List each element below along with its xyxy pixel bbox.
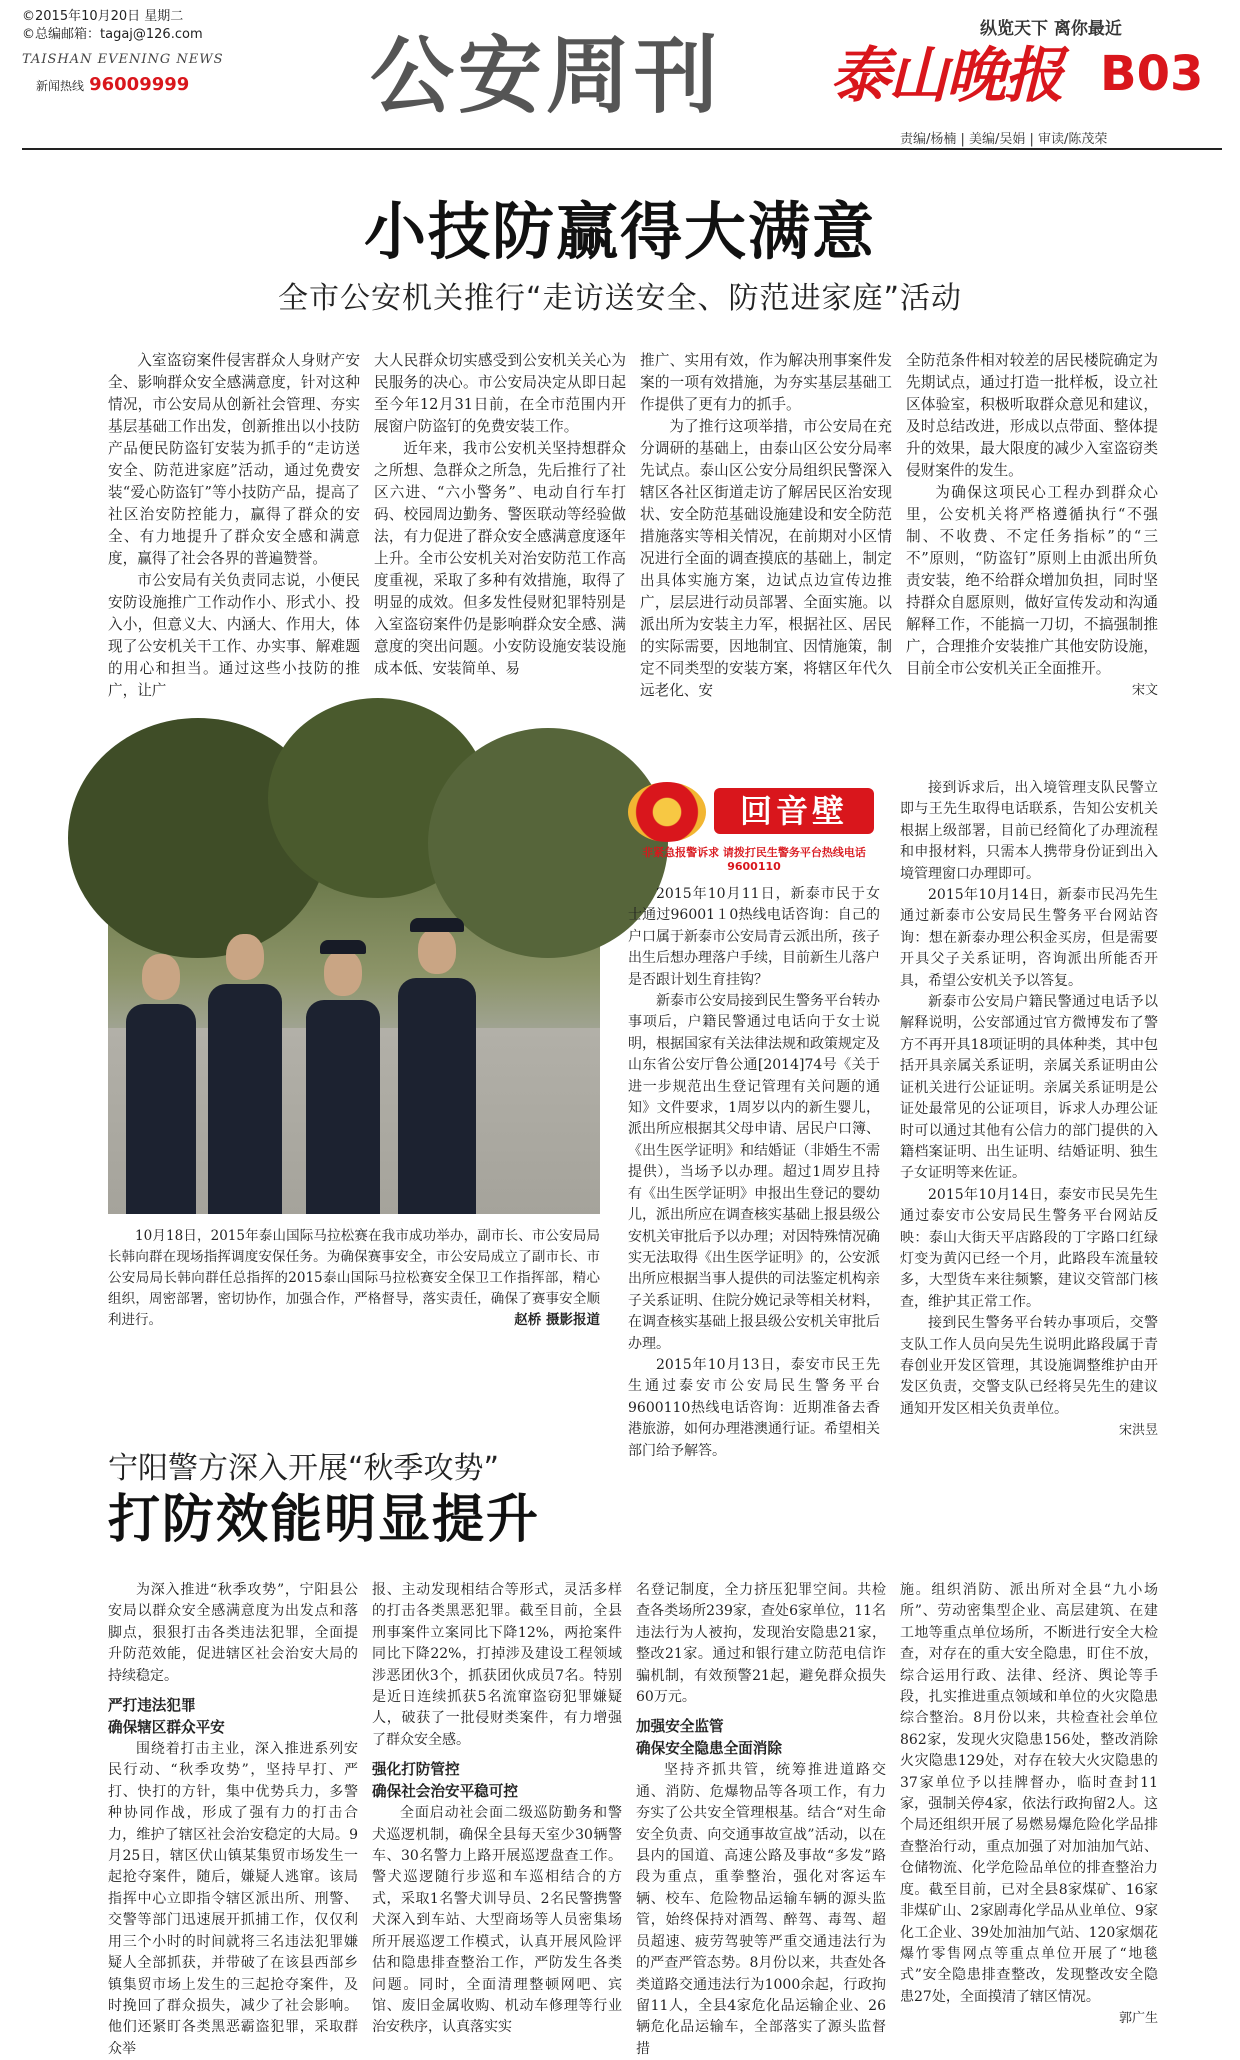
paragraph: 全面启动社会面二级巡防勤务和警犬巡逻机制，确保全县每天室少30辆警车、30名警力上路开展巡逻盘查工作。警犬巡逻随行步巡和车巡相结合的方式，采取1名警犬训导员、2名民警携警犬深入到车站、大型商场等人员密集场所开展巡逻工作模式，认真开展风险评估和隐患排查整治工作，严防发生各类问题。同时，全面清理整顿网吧、宾馆、废旧金属收购、机动车修理等行业治安秩序，认真落实实 (372, 1805, 622, 2036)
paragraph: 名登记制度，全力挤压犯罪空间。共检查各类场所239家，查处6家单位，11名违法行为人被拘，发现治安隐患21家，整改21家。通过和银行建立防范电信诈骗机制，有效预警21起，避免群众损失60万元。 (636, 1582, 886, 1706)
paragraph: 新泰市公安局户籍民警通过电话予以解释说明，公安部通过官方微博发布了警方不再开具18项证明的具体种类，其中包括开具亲属关系证明，亲属关系证明由公证机关进行公证证明。亲属关系证明是公证处最常见的公证项目，诉求人办理公证时可以通过其他有公信力的部门提供的入籍档案证明、出生证明、结婚证明、独生子女证明等来佐证。 (900, 994, 1158, 1182)
header-rule (22, 148, 1222, 150)
section-heading: 强化打防管控 (372, 1761, 460, 1779)
paragraph: 近年来，我市公安机关坚持想群众之所想、急群众之所急，先后推行了社区六进、“六小警务”、电动自行车打码、校园周边勤务、警医联动等经验做法，有力促进了群众安全感满意度逐年上升。全市公安机关对治安防范工作高度重视，采取了多种有效措施，取得了明显的成效。但多发性侵财犯罪特别是入室盗窃案件仍是影响群众安全感、满意度的突出问题。小安防设施安装设施成本低、安装简单、易 (374, 440, 626, 677)
editor-email: ©总编邮箱：tagaj@126.com (22, 27, 203, 42)
paragraph: 接到诉求后，出入境管理支队民警立即与王先生取得电话联系，告知公安机关根据上级部署，目前已经简化了办理流程和申报材料，只需本人携带身份证到出入境管理窗口办理即可。 (900, 780, 1158, 882)
paragraph: 为确保这项民心工程办到群众心里，公安机关将严格遵循执行“不强制、不收费、不定任务指标”的“三不”原则，“防盗钉”原则上由派出所负责安装，绝不给群众增加负担，同时坚持群众自愿原则，做好宣传发动和沟通解释工作，不能搞一刀切，不搞强制推广，合理推介安装推广其他安防设施，目前全市公安机关正全面推开。 (906, 484, 1158, 677)
paragraph: 2015年10月13日，泰安市民王先生通过泰安市公安局民生警务平台9600110热线电话咨询：近期准备去香港旅游，如何办理港澳通行证。希望相关部门给予解答。 (628, 1356, 880, 1459)
column-logo (628, 782, 880, 873)
person-1 (126, 954, 196, 1214)
brand-english: TAISHAN EVENING NEWS (22, 52, 224, 67)
photo-caption (108, 1226, 600, 1331)
paragraph: 施。组织消防、派出所对全县“九小场所”、劳动密集型企业、高层建筑、在建工地等重点单位场所，不断进行安全大检查，对存在的重大安全隐患，盯住不放，综合运用行政、法律、经济、舆论等手段，扎实推进重点领域和单位的火灾隐患综合整治。8月份以来，共检查社会单位862家，发现火灾隐患156处，整改消除火灾隐患129处，对存在较大火灾隐患的37家单位予以挂牌督办，临时查封11家，强制关停4家，依法行政拘留2人。这个局还组织开展了易燃易爆危险化学品排查整治行动，重点加强了对加油加气站、仓储物流、化学危险品单位的排查整治力度。截至目前，已对全县8家煤矿、16家非煤矿山、2家剧毒化学品从业单位、9家化工企业、39处加油加气站、120家烟花爆竹零售网点等重点单位开展了“地毯式”安全隐患排查整改，发现整改安全隐患27处，全面摸清了辖区情况。 (900, 1582, 1158, 2005)
marathon-photo (108, 778, 600, 1214)
article1-column-2 (374, 350, 626, 680)
article2-column-3 (636, 1580, 886, 2060)
hotline-label: 新闻热线 (36, 79, 85, 93)
column-tagline: 非紧急报警诉求 请拨打民生警务平台热线电话 9600110 (642, 846, 866, 873)
paragraph: 推广、实用有效，作为解决刑事案件发案的一项有效措施，为夯实基层基础工作提供了更有力的抓手。 (640, 352, 892, 413)
article1-subtitle: 全市公安机关推行“走访送安全、防范进家庭”活动 (277, 281, 963, 316)
column-text-right (900, 778, 1158, 1442)
paragraph: 市公安局有关负责同志说，小便民安防设施推广工作动作小、形式小、投入小，但意义大、内涵大、作用大，体现了公安机关干工作、办实事、解难题的用心和担当。通过这些小技防的推广，让广 (108, 572, 360, 699)
article1-column-4 (906, 350, 1158, 702)
police-emblem-icon (628, 782, 706, 842)
photo-credit: 赵桥 摄影报道 (514, 1312, 600, 1328)
article2-byline: 郭广生 (1118, 2011, 1158, 2027)
section-title: 公安周刊 (370, 27, 723, 125)
paragraph: 2015年10月14日，新泰市民冯先生通过新泰市公安局民生警务平台网站咨询：想在新泰办理公积金买房，但是需要开具父子关系证明，咨询派出所能否开具，希望公安机关予以答复。 (900, 887, 1158, 989)
section-heading: 确保辖区群众平安 (108, 1719, 225, 1737)
paragraph: 大人民群众切实感受到公安机关关心为民服务的决心。市公安局决定从即日起至今年12月31日前，在全市范围内开展窗户防盗钉的免费安装工作。 (374, 352, 626, 435)
paragraph: 接到民生警务平台转办事项后，交警支队工作人员向吴先生说明此路段属于青春创业开发区管理，其设施调整维护由开发区负责，交警支队已经将吴先生的建议通知开发区相关负责单位。 (900, 1315, 1158, 1417)
paragraph: 为了推行这项举措，市公安局在充分调研的基础上，由泰山区公安分局率先试点。泰山区公安分局组织民警深入辖区各社区街道走访了解居民区治安现状、安全防范基础设施建设和安全防范措施落实等相关情况，在前期对小区情况进行全面的调查摸底的基础上，制定出具体实施方案，边试点边宣传边推广，层层进行动员部署、全面实施。以派出所为安装主力军，根据社区、居民的实际需要，因地制宜、因情施策，制定不同类型的安装方案，将辖区年代久远老化、安 (640, 418, 892, 699)
section-heading: 确保社会治安平稳可控 (372, 1783, 518, 1801)
article2-column-4 (900, 1580, 1158, 2030)
editors-credit: 责编/杨楠 | 美编/吴娟 | 审读/陈茂荣 (900, 132, 1108, 147)
paragraph: 2015年10月11日，新泰市民于女士通过96001１0热线电话咨询：自己的户口属于新泰市公安局青云派出所，孩子出生后想办理落户手续，目前新生儿落户是否跟计划生育挂钩？ (628, 886, 880, 988)
paragraph: 入室盗窃案件侵害群众人身财产安全、影响群众安全感满意度，针对这种情况，市公安局从创新社会管理、夯实基层基础工作出发，创新推出以小技防产品便民防盗钉安装为抓手的“走访送安全、防范进家庭”活动，通过免费安装“爱心防盗钉”等小技防产品，提高了社区治安防控能力，赢得了群众的安全、有力地提升了群众安全感和满意度，赢得了社会各界的普遍赞誉。 (108, 352, 360, 567)
article2-title: 打防效能明显提升 (108, 1490, 541, 1550)
column-text-left (628, 884, 880, 1462)
article1-byline: 宋文 (1131, 683, 1158, 698)
article2-column-1 (108, 1580, 358, 2060)
article2-kicker: 宁阳警方深入开展“秋季攻势” (108, 1451, 500, 1486)
person-2 (208, 934, 282, 1214)
article1-title: 小技防赢得大满意 (363, 195, 876, 268)
person-4 (398, 920, 476, 1214)
article1-column-3 (640, 350, 892, 702)
article1-column-1 (108, 350, 360, 702)
column-name: 回音壁 (714, 788, 874, 834)
page-number: B03 (1100, 46, 1204, 102)
paper-name-logo: 泰山晚报 (830, 41, 1062, 111)
issue-date: ©2015年10月20日 星期二 (22, 9, 184, 24)
section-heading: 加强安全监管 (636, 1718, 724, 1736)
paragraph: 2015年10月14日，泰安市民吴先生通过泰安市公安局民生警务平台网站反映：泰山大街天平店路段的丁字路口红绿灯变为黄闪已经一个月，此路段车流量较多，大型货车来往频繁，建议交管部门核查，维护其正常工作。 (900, 1186, 1158, 1310)
paragraph: 坚持齐抓共管，统筹推进道路交通、消防、危爆物品等各项工作，有力夯实了公共安全管理根基。结合“对生命安全负责、向交通事故宣战”活动，以在县内的国道、高速公路及事故“多发”路段为重点，重拳整治，强化对客运车辆、校车、危险物品运输车辆的源头监管，始终保持对酒驾、醉驾、毒驾、超员超速、疲劳驾驶等严重交通违法行为的严查严管态势。8月份以来，共查处各类道路交通违法行为1000余起，行政拘留11人，全县4家危化品运输企业、26辆危化品运输车，全部落实了源头监督措 (636, 1762, 886, 2057)
person-3 (306, 942, 380, 1214)
paragraph: 全防范条件相对较差的居民楼院确定为先期试点，通过打造一批样板，设立社区体验室，积极听取群众意见和建议，及时总结改进，形成以点带面、整体提升的效果，最大限度的减少入室盗窃类侵财案件的发生。 (906, 352, 1158, 479)
column-byline: 宋洪昱 (1118, 1423, 1158, 1439)
paragraph: 报、主动发现相结合等形式，灵活多样的打击各类黑恶犯罪。截至目前，全县刑事案件立案同比下降12%，两抢案件同比下降22%，打掉涉及建设工程领域涉恶团伙3个，抓获团伙成员7名。特别是近日连续抓获5名流窜盗窃犯罪嫌疑人，破获了一批侵财类案件，有力增强了群众安全感。 (372, 1582, 622, 1748)
hotline-number: 96009999 (89, 74, 190, 95)
slogan: 纵览天下 离你最近 (980, 19, 1122, 39)
section-heading: 确保安全隐患全面消除 (636, 1740, 782, 1758)
paragraph: 为深入推进“秋季攻势”，宁阳县公安局以群众安全感满意度为出发点和落脚点，狠狠打击各类违法犯罪，全面提升防范效能，促进辖区社会治安大局的持续稳定。 (108, 1582, 358, 1684)
caption-text: 10月18日，2015年泰山国际马拉松赛在我市成功举办，副市长、市公安局局长韩向群在现场指挥调度安保任务。为确保赛事安全，市公安局成立了副市长、市公安局局长韩向群任总指挥的2015泰山国际马拉松赛安全保卫工作指挥部，精心组织，周密部署，密切协作，加强合作，严格督导，落实责任，确保了赛事安全顺利进行。 (108, 1228, 600, 1328)
paragraph: 围绕着打击主业，深入推进系列安民行动、“秋季攻势”，坚持早打、严打、快打的方针，集中优势兵力，多警种协同作战，形成了强有力的打击合力，维护了辖区社会治安稳定的大局。9月25日，辖区伏山镇某集贸市场发生一起抢夺案件，随后，嫌疑人逃窜。该局指挥中心立即指令辖区派出所、刑警、交警等部门迅速展开抓捕工作，仅仅利用三个小时的时间就将三名违法犯罪嫌疑人全部抓获，并带破了在该县西部乡镇集贸市场上发生的三起抢夺案件，及时挽回了群众损失，减少了社会影响。他们还紧盯各类黑恶霸盗犯罪，采取群众举 (108, 1741, 358, 2057)
article2-column-2 (372, 1580, 622, 2039)
section-heading: 严打违法犯罪 (108, 1697, 196, 1715)
hotline-block (36, 74, 189, 95)
paragraph: 新泰市公安局接到民生警务平台转办事项后，户籍民警通过电话向于女士说明，根据国家有关法律法规和政策规定及山东省公安厅鲁公通[2014]74号《关于进一步规范出生登记管理有关问题的通知》文件要求，1周岁以内的新生婴儿，派出所应根据其父母申请、居民户口簿、《出生医学证明》和结婚证（非婚生不需提供），当场予以办理。超过1周岁且持有《出生医学证明》申报出生登记的婴幼儿，派出所应在调查核实基础上报县级公安机关审批后予以办理；对因特殊情况确实无法取得《出生医学证明》的，公安派出所应根据当事人提供的司法鉴定机构亲子关系证明、住院分娩记录等相关材料，在调查核实基础上报县级公安机关审批后办理。 (628, 993, 880, 1352)
